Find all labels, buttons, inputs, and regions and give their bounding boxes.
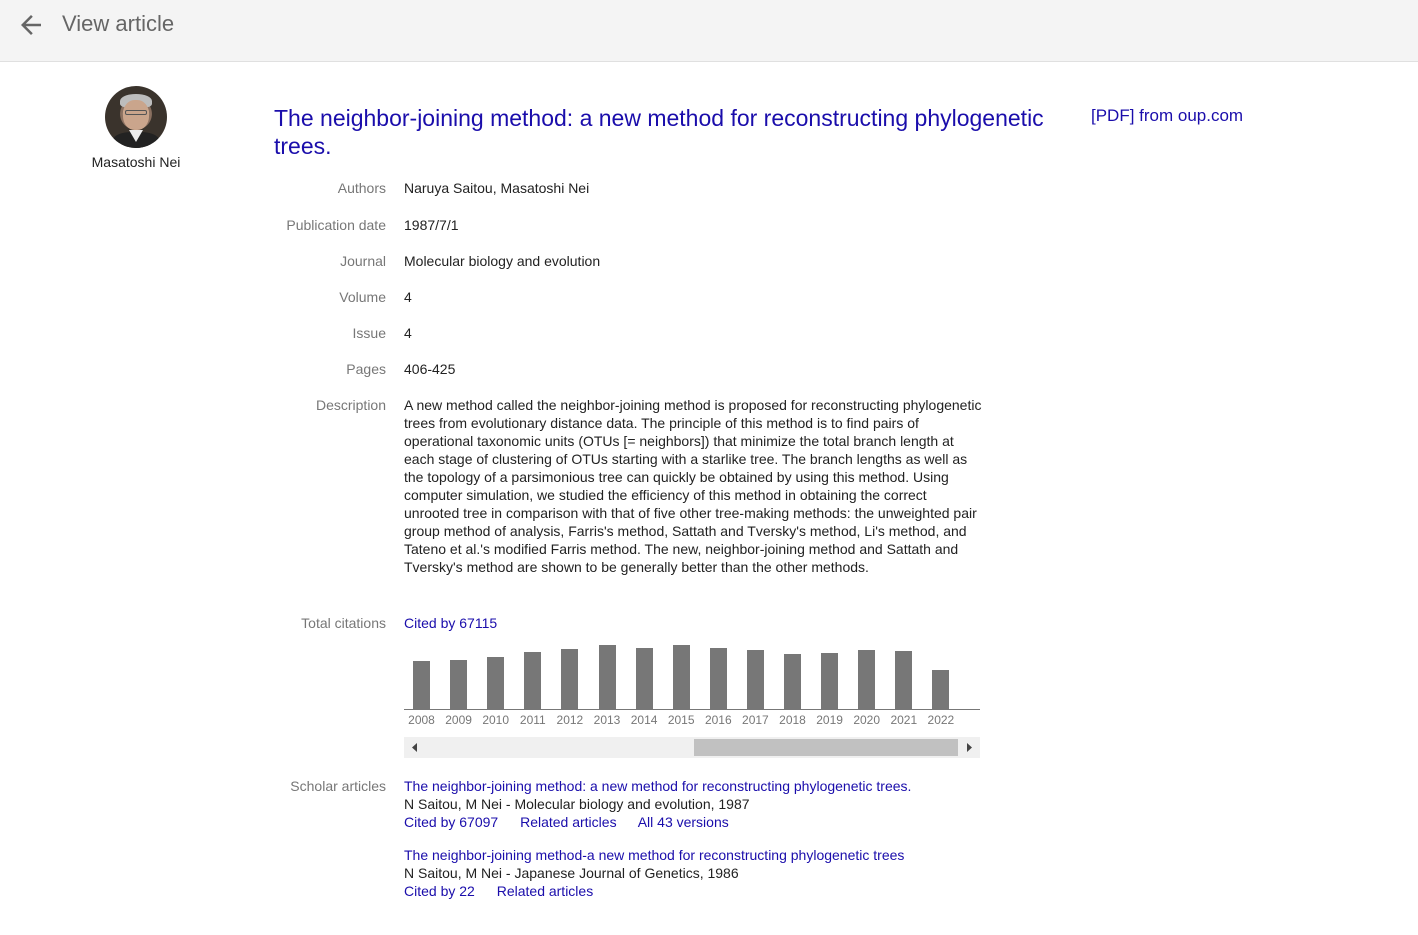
issue-value: 4 xyxy=(404,325,412,341)
chart-year-label: 2020 xyxy=(853,713,881,727)
top-bar xyxy=(0,0,1418,62)
volume-value: 4 xyxy=(404,289,412,305)
chart-bar[interactable] xyxy=(599,645,616,709)
field-label: Scholar articles xyxy=(290,778,386,794)
citations-bar-chart xyxy=(404,638,980,728)
chart-bar[interactable] xyxy=(710,648,727,709)
chart-x-axis xyxy=(404,709,980,710)
scholar-article-actions xyxy=(404,882,1004,900)
chart-year-label: 2021 xyxy=(890,713,918,727)
chart-bar[interactable] xyxy=(858,650,875,709)
chart-bar[interactable] xyxy=(636,648,653,709)
cited-by-link[interactable]: Cited by 67097 xyxy=(404,814,499,830)
scroll-left-arrow-icon[interactable] xyxy=(410,742,420,753)
chart-bar[interactable] xyxy=(932,670,949,709)
cited-by-link[interactable]: Cited by 22 xyxy=(404,883,475,899)
article-title-link[interactable]: The neighbor-joining method: a new method for reconstructing phylogenetic trees. xyxy=(274,105,1044,159)
field-label: Description xyxy=(315,397,386,413)
chart-year-label: 2014 xyxy=(630,713,658,727)
all-versions-link[interactable]: All 43 versions xyxy=(637,814,729,830)
chart-bar[interactable] xyxy=(413,661,430,709)
chart-bar[interactable] xyxy=(821,653,838,709)
journal-value: Molecular biology and evolution xyxy=(404,253,601,269)
chart-year-label: 2015 xyxy=(667,713,695,727)
chart-bar[interactable] xyxy=(561,649,578,709)
chart-year-label: 2013 xyxy=(593,713,621,727)
field-label: Publication date xyxy=(286,217,386,233)
page-title: View article xyxy=(62,11,175,36)
related-articles-link[interactable]: Related articles xyxy=(496,883,594,899)
author-name[interactable]: Masatoshi Nei xyxy=(91,154,181,170)
chart-bar[interactable] xyxy=(747,650,764,709)
field-label: Journal xyxy=(340,253,386,269)
chart-bar[interactable] xyxy=(450,660,467,709)
publication-date-value: 1987/7/1 xyxy=(404,217,459,233)
chart-year-label: 2016 xyxy=(704,713,732,727)
scholar-article-2 xyxy=(404,846,1004,900)
related-articles-link[interactable]: Related articles xyxy=(520,814,617,830)
chart-bar[interactable] xyxy=(524,652,541,709)
chart-year-label: 2019 xyxy=(816,713,843,727)
avatar[interactable] xyxy=(105,86,167,148)
chart-year-label: 2022 xyxy=(927,713,955,727)
chart-year-label: 2010 xyxy=(482,713,510,727)
author-profile xyxy=(82,86,190,170)
field-label: Volume xyxy=(339,289,386,305)
pdf-link[interactable]: [PDF] from oup.com xyxy=(1091,106,1244,125)
authors-value: Naruya Saitou, Masatoshi Nei xyxy=(404,180,590,196)
chart-bar[interactable] xyxy=(784,654,801,709)
scholar-article-meta: N Saitou, M Nei - Japanese Journal of Genetics, 1986 xyxy=(404,865,739,881)
chart-year-label: 2009 xyxy=(445,713,472,727)
scholar-article-meta: N Saitou, M Nei - Molecular biology and evolution, 1987 xyxy=(404,796,750,812)
chart-year-label: 2008 xyxy=(408,713,435,727)
chart-year-label: 2012 xyxy=(556,713,584,727)
description-value: A new method called the neighbor-joining method is proposed for reconstructing phylogenetic trees from evolutionary distance data. The principle of this method is to find pairs of operational taxonomic units (OTUs [= neighbors]) that minimize the total branch length at each stage of clustering of OTUs starting with a starlike tree. The branch lengths as well as the topology of a parsimonious tree can quickly be obtained by using this method. Using computer simulation, we studied the efficiency of this method in obtaining the correct unrooted tree in comparison with that of five other tree-making methods: the unweighted pair group method of analysis, Farris's method, Sattath and Tversky's method, Li's method, and Tateno et al.'s modified Farris method. The new, neighbor-joining method and Sattath and Tversky's method are shown to be generally better than the other methods. xyxy=(404,397,982,575)
chart-year-label: 2017 xyxy=(742,713,769,727)
cited-by-link[interactable]: Cited by 67115 xyxy=(404,615,498,631)
pages-value: 406-425 xyxy=(404,361,456,377)
chart-bar[interactable] xyxy=(487,657,504,709)
scholar-article-1 xyxy=(404,777,1004,831)
scholar-article-actions xyxy=(404,813,1004,831)
arrow-back-icon xyxy=(16,10,46,40)
chart-year-label: 2011 xyxy=(519,713,546,727)
scholar-article-title-link[interactable]: The neighbor-joining method: a new method for reconstructing phylogenetic trees. xyxy=(404,778,912,794)
field-label: Pages xyxy=(346,361,386,377)
chart-bar[interactable] xyxy=(673,645,690,709)
chart-bar[interactable] xyxy=(895,651,912,709)
back-button[interactable] xyxy=(16,10,46,40)
chart-scrollbar[interactable] xyxy=(404,737,980,758)
scroll-right-arrow-icon[interactable] xyxy=(964,742,974,753)
scroll-thumb[interactable] xyxy=(694,739,958,756)
field-label: Total citations xyxy=(301,615,386,631)
chart-year-label: 2018 xyxy=(779,713,806,727)
scholar-article-title-link[interactable]: The neighbor-joining method-a new method for reconstructing phylogenetic trees xyxy=(404,847,905,863)
field-label: Authors xyxy=(337,180,386,196)
field-label: Issue xyxy=(352,325,386,341)
